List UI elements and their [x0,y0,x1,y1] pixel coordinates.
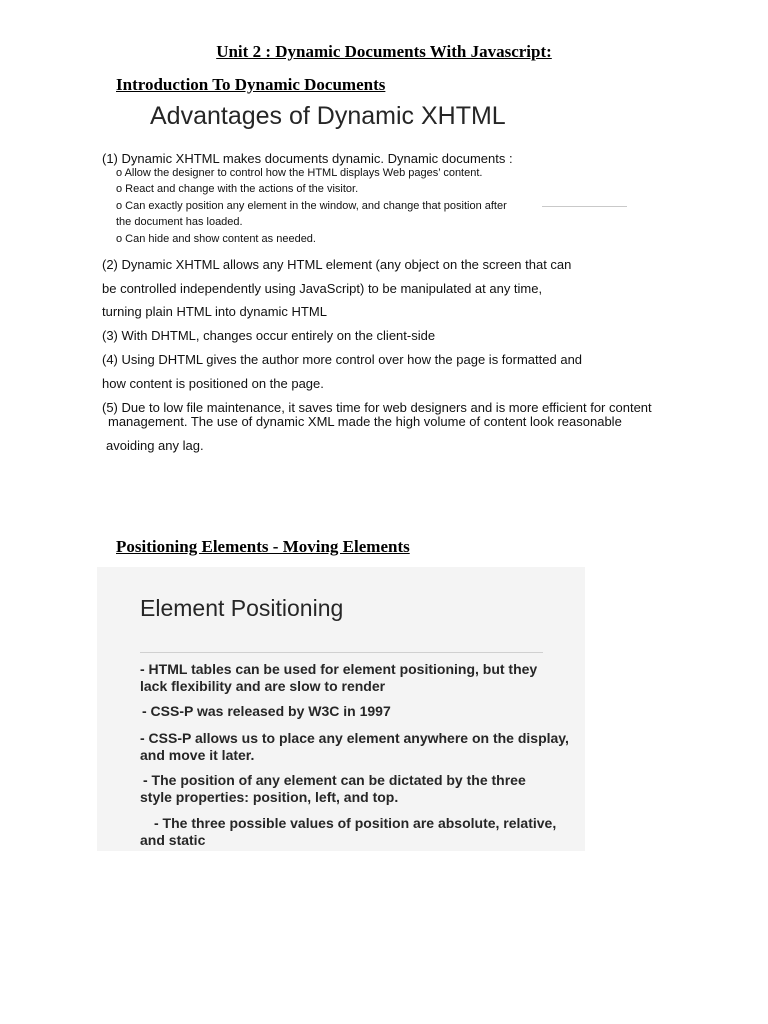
slide-bullet: style properties: position, left, and top. [140,789,399,805]
slide-image-element-positioning [97,567,585,851]
slide-line: (4) Using DHTML gives the author more control over how the page is formatted and [102,352,583,367]
slide-title: Advantages of Dynamic XHTML [150,102,506,130]
slide-bullet: and static [140,832,206,848]
slide-line: o Allow the designer to control how the HTML displays Web pages’ content. [116,167,483,179]
slide-line: o Can exactly position any element in the window, and change that position after [116,200,507,212]
section-heading-introduction: Introduction To Dynamic Documents [116,75,386,94]
slide-line: the document has loaded. [116,216,243,228]
slide-line: how content is positioned on the page. [102,376,324,391]
document-title: Unit 2 : Dynamic Documents With Javascript: [216,42,552,61]
slide-line: (5) Due to low file maintenance, it saves time for web designers and is more efficient for content [102,400,652,415]
slide-bullet: - CSS-P allows us to place any element anywhere on the display, [140,730,569,746]
slide-image-advantages [100,100,680,460]
faint-divider [542,206,627,207]
slide-line: (1) Dynamic XHTML makes documents dynamic. Dynamic documents : [102,151,513,166]
slide-line: (2) Dynamic XHTML allows any HTML element (any object on the screen that can [102,257,572,272]
slide-bullet: - HTML tables can be used for element positioning, but they [140,661,538,677]
slide-line: o Can hide and show content as needed. [116,233,316,245]
slide-line: be controlled independently using JavaScript) to be manipulated at any time, [102,281,543,296]
slide-title: Element Positioning [140,595,344,621]
slide-bullet: - The three possible values of position are absolute, relative, [154,815,557,831]
slide-bullet: and move it later. [140,747,255,763]
slide-bullet: - The position of any element can be dictated by the three [143,772,526,788]
slide-bullet: - CSS-P was released by W3C in 1997 [142,703,391,719]
slide-line: turning plain HTML into dynamic HTML [102,304,327,319]
slide-bullet: lack flexibility and are slow to render [140,678,386,694]
slide-line: (3) With DHTML, changes occur entirely on the client-side [102,328,436,343]
slide-line: o React and change with the actions of the visitor. [116,183,359,195]
slide-divider [140,652,543,653]
slide-line: avoiding any lag. [106,438,204,453]
slide-line: management. The use of dynamic XML made the high volume of content look reasonable [108,414,622,429]
section-heading-positioning: Positioning Elements - Moving Elements [116,537,410,556]
